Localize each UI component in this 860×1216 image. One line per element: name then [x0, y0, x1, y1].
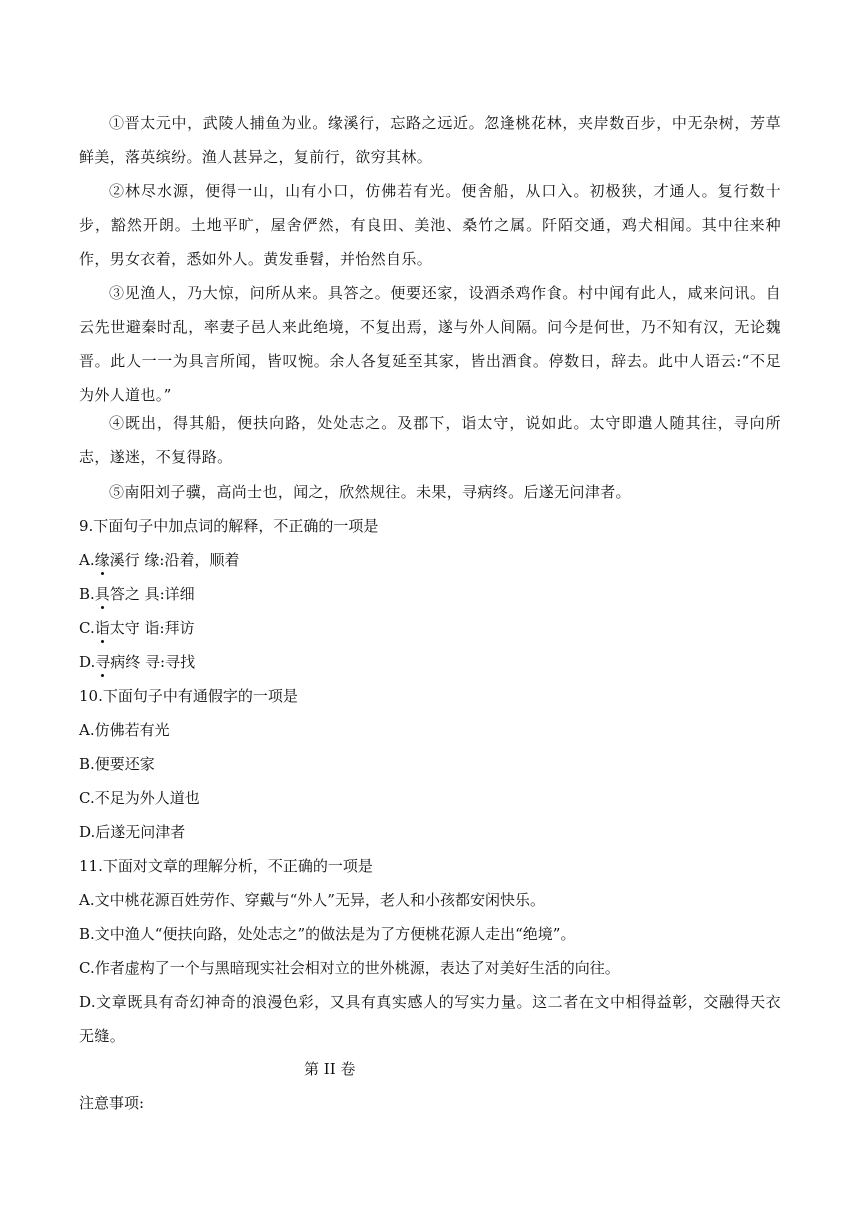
option-letter: A. — [79, 551, 95, 569]
passage-paragraph-3: ③见渔人，乃大惊，问所从来。具答之。便要还家，设酒杀鸡作食。村中闻有此人，咸来问讯。自云先世避秦时乱，率妻子邑人来此绝境，不复出焉，遂与外人间隔。问今是何世，乃不知有汉，无论魏晋。此人一一为具言所闻，皆叹惋。余人各复延至其家，皆出酒食。停数日，辞去。此中人语云:“不足为外人道也。” — [79, 284, 781, 404]
question-10-option-c: C.不足为外人道也 — [79, 789, 200, 807]
option-text: 答之 具:详细 — [109, 585, 195, 603]
option-text: 病终 寻:寻找 — [110, 653, 196, 671]
option-letter: B. — [79, 585, 95, 603]
section-title: 第 II 卷 — [304, 1060, 356, 1078]
emphasis-dot-word: 诣 — [95, 611, 110, 645]
question-9-stem: 9.下面句子中加点词的解释，不正确的一项是 — [79, 517, 379, 535]
question-9-option-c — [79, 611, 781, 645]
question-10-option-b: B.便要还家 — [79, 755, 155, 773]
question-11-option-c: C.作者虚构了一个与黑暗现实社会相对立的世外桃源，表达了对美好生活的向往。 — [79, 959, 620, 977]
option-text: 溪行 缘:沿着，顺着 — [109, 551, 240, 569]
passage-paragraph-4: ④既出，得其船，便扶向路，处处志之。及郡下，诣太守，说如此。太守即遣人随其往，寻向所志，遂迷，不复得路。 — [79, 414, 781, 466]
question-10-option-a: A.仿佛若有光 — [79, 721, 170, 739]
passage-paragraph-2: ②林尽水源，便得一山，山有小口，仿佛若有光。便舍船，从口入。初极狭，才通人。复行数十步，豁然开朗。土地平旷，屋舍俨然，有良田、美池、桑竹之属。阡陌交通，鸡犬相闻。其中往来种作，男女衣着，悉如外人。黄发垂髫，并怡然自乐。 — [79, 182, 781, 268]
question-11-option-d: D.文章既具有奇幻神奇的浪漫色彩，又具有真实感人的写实力量。这二者在文中相得益彰，交融得天衣无缝。 — [79, 993, 781, 1045]
question-9-option-b — [79, 577, 781, 611]
notes-label: 注意事项: — [79, 1094, 145, 1112]
question-10-stem: 10.下面句子中有通假字的一项是 — [79, 687, 298, 705]
question-11-option-a: A.文中桃花源百姓劳作、穿戴与“外人”无异，老人和小孩都安闲快乐。 — [79, 891, 545, 909]
emphasis-dot-word: 具 — [95, 577, 110, 611]
option-letter: C. — [79, 619, 95, 637]
emphasis-dot-word: 缘 — [95, 543, 110, 577]
passage-paragraph-1: ①晋太元中，武陵人捕鱼为业。缘溪行，忘路之远近。忽逢桃花林，夹岸数百步，中无杂树，芳草鲜美，落英缤纷。渔人甚异之，复前行，欲穷其林。 — [79, 114, 781, 166]
question-9-option-d — [79, 645, 781, 679]
question-11-option-b: B.文中渔人“便扶向路，处处志之”的做法是为了方便桃花源人走出“绝境”。 — [79, 925, 576, 943]
option-letter: D. — [79, 653, 96, 671]
emphasis-dot-word: 寻 — [95, 645, 110, 679]
passage-paragraph-5: ⑤南阳刘子骥，高尚士也，闻之，欣然规往。未果，寻病终。后遂无问津者。 — [109, 483, 631, 501]
option-text: 太守 诣:拜访 — [109, 619, 195, 637]
question-10-option-d: D.后遂无问津者 — [79, 823, 186, 841]
question-9-option-a — [79, 543, 781, 577]
question-11-stem: 11.下面对文章的理解分析，不正确的一项是 — [79, 857, 373, 875]
